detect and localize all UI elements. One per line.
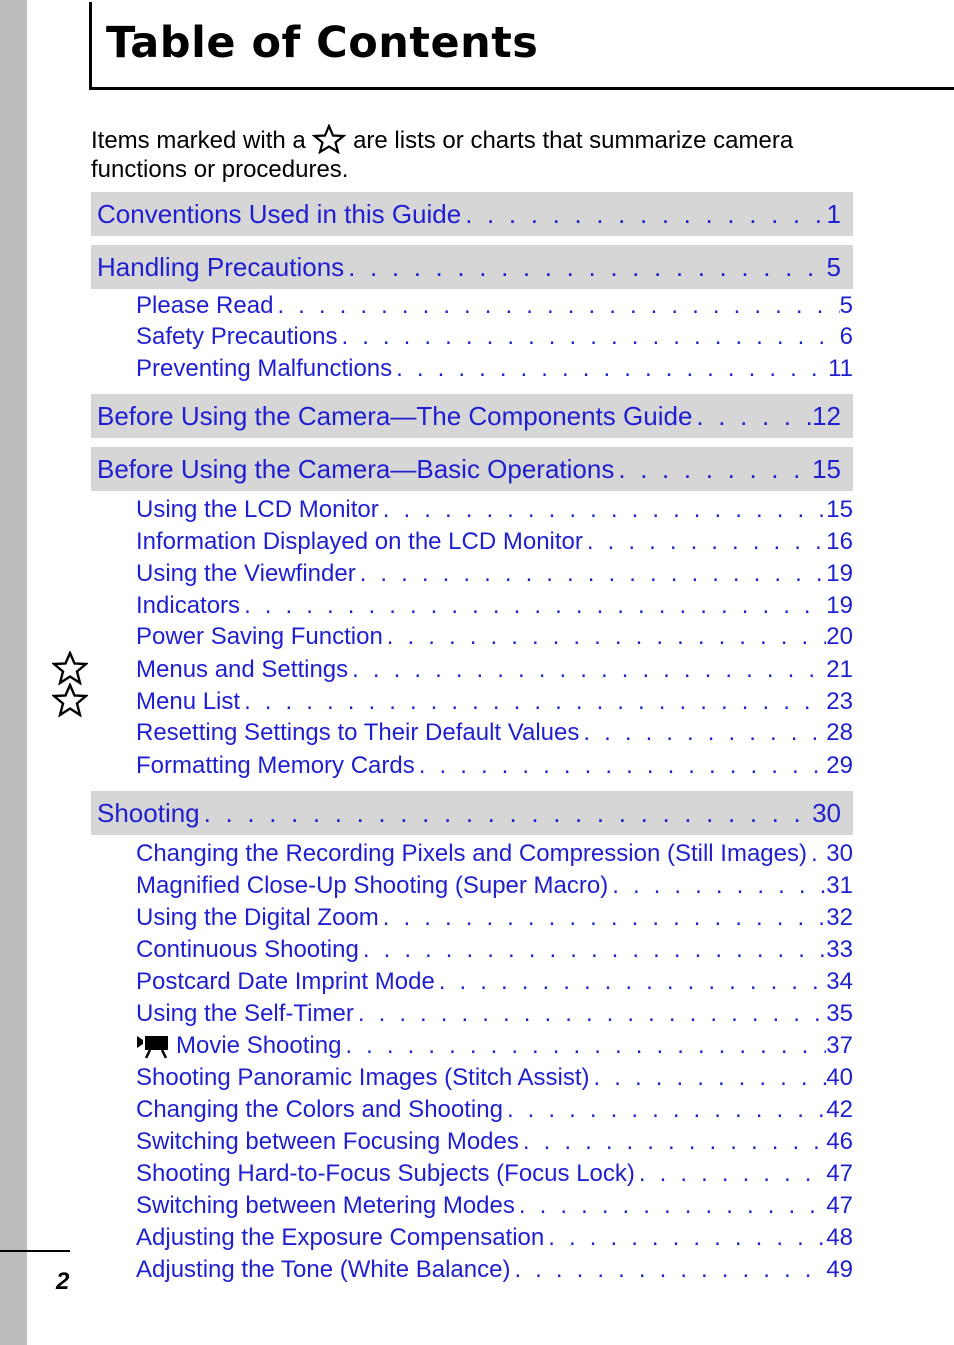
dot-leader [273,292,839,320]
movie-camera-icon [136,1033,170,1059]
toc-entry-page: 23 [826,688,853,715]
toc-entry-page: 6 [839,323,853,350]
toc-entry-label: Switching between Metering Modes [136,1192,515,1219]
toc-entry-page: 32 [826,904,853,931]
side-strip [0,0,27,1345]
intro-before: Items marked with a [91,127,306,154]
dot-leader [544,1224,826,1252]
page-number: 2 [56,1268,70,1295]
dot-leader [515,1192,826,1220]
dot-leader [519,1128,826,1156]
toc-entry-page: 19 [826,560,853,587]
toc-entry-page: 29 [826,752,853,779]
toc-entry-page: 33 [826,936,853,963]
toc-section-entry[interactable] [91,245,853,289]
toc-entry-label: Conventions Used in this Guide [97,198,462,229]
toc-entry-page: 5 [826,251,841,282]
toc-entry[interactable] [136,839,853,869]
toc-entry-page: 1 [826,198,841,229]
toc-entry-label: Changing the Recording Pixels and Compression (Still Images) [136,840,807,867]
toc-entry-page: 19 [826,592,853,619]
toc-entry-label: Adjusting the Tone (White Balance) [136,1256,511,1283]
toc-entry-label: Please Read [136,292,274,319]
dot-leader [510,1256,826,1284]
toc-entry-label: Switching between Focusing Modes [136,1128,519,1155]
toc-entry-page: 35 [826,1000,853,1027]
star-outline-icon [312,124,346,154]
toc-entry[interactable] [136,1095,853,1125]
toc-entry-label: Handling Precautions [97,251,345,282]
toc-entry-label: Safety Precautions [136,323,338,350]
page-title: Table of Contents [106,18,539,68]
dot-leader [337,323,839,351]
dot-leader [590,1064,827,1092]
toc-entry-label: Resetting Settings to Their Default Values [136,719,580,746]
toc-entry-label: Menu List [136,688,241,715]
toc-entry[interactable] [136,1255,853,1285]
dot-leader [240,688,826,716]
toc-entry-label: Formatting Memory Cards [136,752,415,779]
toc-entry-label: Before Using the Camera—The Components Guide [97,400,693,431]
dot-leader [435,968,827,996]
toc-entry-label: Adjusting the Exposure Compensation [136,1224,545,1251]
dot-leader [635,1160,826,1188]
toc-entry[interactable] [136,935,853,965]
toc-entry-page: 30 [812,797,841,828]
footer-rule [0,1250,70,1252]
toc-entry[interactable] [136,751,853,781]
toc-entry[interactable] [136,999,853,1029]
toc-entry-label: Using the LCD Monitor [136,496,379,523]
toc-section-entry[interactable] [91,447,853,491]
toc-entry-label: Magnified Close-Up Shooting (Super Macro) [136,872,609,899]
toc-entry-label: Postcard Date Imprint Mode [136,968,435,995]
toc-entry-page: 31 [826,872,853,899]
toc-entry[interactable] [136,591,853,621]
toc-entry[interactable] [136,967,853,997]
dot-leader [356,560,827,588]
dot-leader [359,936,826,964]
dot-leader [608,872,826,900]
star-outline-icon [52,651,88,685]
toc-entry[interactable] [136,291,853,321]
dot-leader [348,656,826,684]
dot-leader [461,199,826,230]
toc-entry-page: 11 [828,355,853,382]
dot-leader [341,1032,826,1060]
dot-leader [614,454,812,485]
toc-section-entry[interactable] [91,791,853,835]
toc-entry[interactable] [136,1063,853,1093]
toc-entry-label: Changing the Colors and Shooting [136,1096,503,1123]
dot-leader [240,592,826,620]
toc-entry-page: 47 [826,1192,853,1219]
dot-leader [583,528,826,556]
toc-entry[interactable] [136,527,853,557]
dot-leader [383,623,827,651]
toc-entry[interactable] [136,871,853,901]
dot-leader [415,752,827,780]
title-rule-vertical [89,2,92,90]
dot-leader [392,355,828,383]
toc-entry-page: 21 [826,656,853,683]
toc-entry-page: 34 [826,968,853,995]
toc-entry[interactable] [136,718,853,748]
toc-entry-page: 5 [839,292,853,319]
toc-entry-page: 48 [826,1224,853,1251]
toc-entry-page: 47 [826,1160,853,1187]
toc-entry-label: Continuous Shooting [136,936,359,963]
dot-leader [354,1000,826,1028]
dot-leader [579,719,826,747]
toc-entry-page: 28 [826,719,853,746]
toc-entry-page: 49 [826,1256,853,1283]
toc-entry-page: 16 [826,528,853,555]
toc-entry-page: 30 [826,840,853,867]
toc-entry[interactable] [136,559,853,589]
toc-entry-page: 15 [826,496,853,523]
toc-entry-label: Information Displayed on the LCD Monitor [136,528,583,555]
toc-entry[interactable] [136,1223,853,1253]
toc-entry[interactable] [136,655,853,685]
toc-entry[interactable] [136,903,853,933]
toc-entry-label: Using the Self-Timer [136,1000,354,1027]
toc-entry-label: Using the Digital Zoom [136,904,379,931]
dot-leader [503,1096,826,1124]
star-outline-icon [52,683,88,717]
toc-entry-label: Using the Viewfinder [136,560,356,587]
intro-text [91,124,851,184]
toc-entry-page: 37 [826,1032,853,1059]
dot-leader [692,401,812,432]
toc-entry-label: Indicators [136,592,241,619]
dot-leader [344,252,826,283]
toc-entry-label: Shooting Panoramic Images (Stitch Assist) [136,1064,590,1091]
dot-leader [807,840,826,868]
toc-entry-page: 15 [812,453,841,484]
toc-entry[interactable] [136,495,853,525]
toc-entry[interactable] [136,1127,853,1157]
toc-entry-label: Power Saving Function [136,623,383,650]
toc-entry[interactable] [136,622,853,652]
toc-entry[interactable] [136,1031,853,1061]
toc-entry-label: Before Using the Camera—Basic Operations [97,453,615,484]
toc-entry[interactable] [136,354,853,384]
toc-entry-label: Shooting [97,797,200,828]
toc-entry-page: 46 [826,1128,853,1155]
toc-entry-page: 20 [826,623,853,650]
toc-entry-page: 42 [826,1096,853,1123]
dot-leader [379,496,827,524]
toc-section-entry[interactable] [91,394,853,438]
toc-entry-label: Preventing Malfunctions [136,355,393,382]
toc-entry[interactable] [136,1159,853,1189]
toc-entry[interactable] [136,687,853,717]
dot-leader [379,904,827,932]
toc-entry-label: Menus and Settings [136,656,349,683]
toc-entry[interactable] [136,322,853,352]
toc-entry-page: 40 [826,1064,853,1091]
toc-entry[interactable] [136,1191,853,1221]
toc-section-entry[interactable] [91,192,853,236]
toc-entry-label: Shooting Hard-to-Focus Subjects (Focus Lock) [136,1160,635,1187]
dot-leader [200,798,812,829]
title-rule-horizontal [89,87,954,90]
intro-after: are lists or charts that summarize camera functions or procedures. [91,127,794,183]
toc-entry-label: Movie Shooting [176,1032,342,1059]
toc-entry-page: 12 [812,400,841,431]
